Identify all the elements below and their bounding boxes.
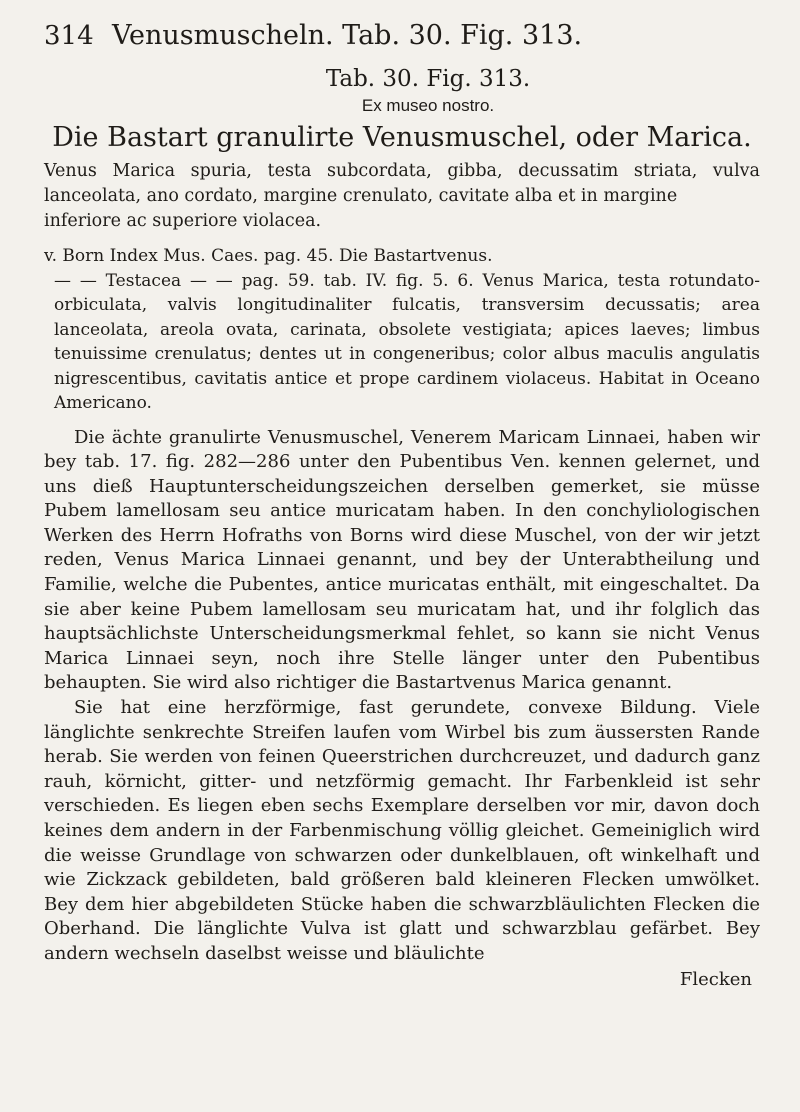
paragraph-1: Die ächte granulirte Venusmuschel, Venerem Maricam Linnaei, haben wir bey tab. 17. fig. 282—286 unter den Pubentibus Ven. kennen gelernet, und uns dieß Hauptunterscheidungszeichen derselben gemerket, sie müsse Pubem lamellosam seu antice muricatam haben. In den conchyliologischen Werken des Herrn Hofraths von Borns wird diese Muschel, von der wir jetzt reden, Venus Marica Linnaei genannt, und bey der Unterabtheilung und Familie, welche die Pubentes, antice muricatas enthält, mit eingeschaltet. Da sie aber keine Pubem lamellosam seu muricatam hat, und ihr folglich das hauptsächlichste Unterscheidungsmerkmal fehlet, so kann sie nicht Venus Marica Linnaei seyn, noch ihre Stelle länger unter den Pubentibus behaupten. Sie wird also richtiger die Bastartvenus Marica genannt. — [44, 426, 760, 694]
paragraph-2: Sie hat eine herzförmige, fast gerundete, convexe Bildung. Viele länglichte senkrechte Streifen laufen vom Wirbel bis zum äussersten Rande herab. Sie werden von feinen Queerstrichen durchcreuzet, und dadurch ganz rauh, körnicht, gitter- und netzförmig gemacht. Ihr Farbenkleid ist sehr verschieden. Es liegen eben sechs Exemplare derselben vor mir, davon doch keines dem andern in der Farbenmischung völlig gleichet. Gemeiniglich wird die weisse Grundlage von schwarzen oder dunkelblauen, oft winkelhaft und wie Zickzack gebildeten, bald größeren bald kleineren Flecken umwölket. Bey dem hier abgebildeten Stücke haben die schwarzbläulichten Flecken die Oberhand. Die länglichte Vulva ist glatt und schwarzblau gefärbet. Bey andern wechseln daselbst weisse und bläulichte — [44, 697, 760, 964]
reference-testacea-cont: rotundato-orbiculata, valvis longitudinaliter fulcatis, transversim decussatis; area lanceolata, areola ovata, carinata, obsolete vestigiata; apices laeves; limbus tenuissime crenulatus; dentes ut in congeneribus; color albus maculis angulatis nigrescentibus, cavitatis antice et prope cardinem violaceus. Habitat in Oceano Americano. — [54, 270, 760, 413]
running-header — [44, 16, 760, 56]
page-number: 314 — [44, 21, 94, 51]
plate-caption: Tab. 30. Fig. 313. — [325, 66, 531, 92]
species-title: Die Bastart granulirte Venusmuschel, oder Marica. — [52, 122, 752, 153]
running-title: Venusmuscheln. Tab. 30. Fig. 313. — [112, 20, 583, 51]
source-note: Ex museo nostro. — [361, 96, 495, 115]
reference-born: v. Born Index Mus. Caes. pag. 45. Die Bastartvenus. — [44, 246, 493, 266]
latin-description-text: Venus Marica spuria, testa subcordata, gibba, decussatim striata, vulva lanceolata, ano cordato, margine crenulato, cavitate alba et in margine — [44, 161, 760, 206]
latin-description — [44, 159, 760, 234]
reference-testacea-head: — — Testacea — — pag. 59. tab. IV. fig. 5. 6. Venus Marica, testa — [54, 270, 661, 291]
reference-testacea — [54, 269, 760, 416]
catchword: Flecken — [679, 968, 752, 990]
latin-description-end: inferiore ac superiore violacea. — [44, 211, 322, 231]
